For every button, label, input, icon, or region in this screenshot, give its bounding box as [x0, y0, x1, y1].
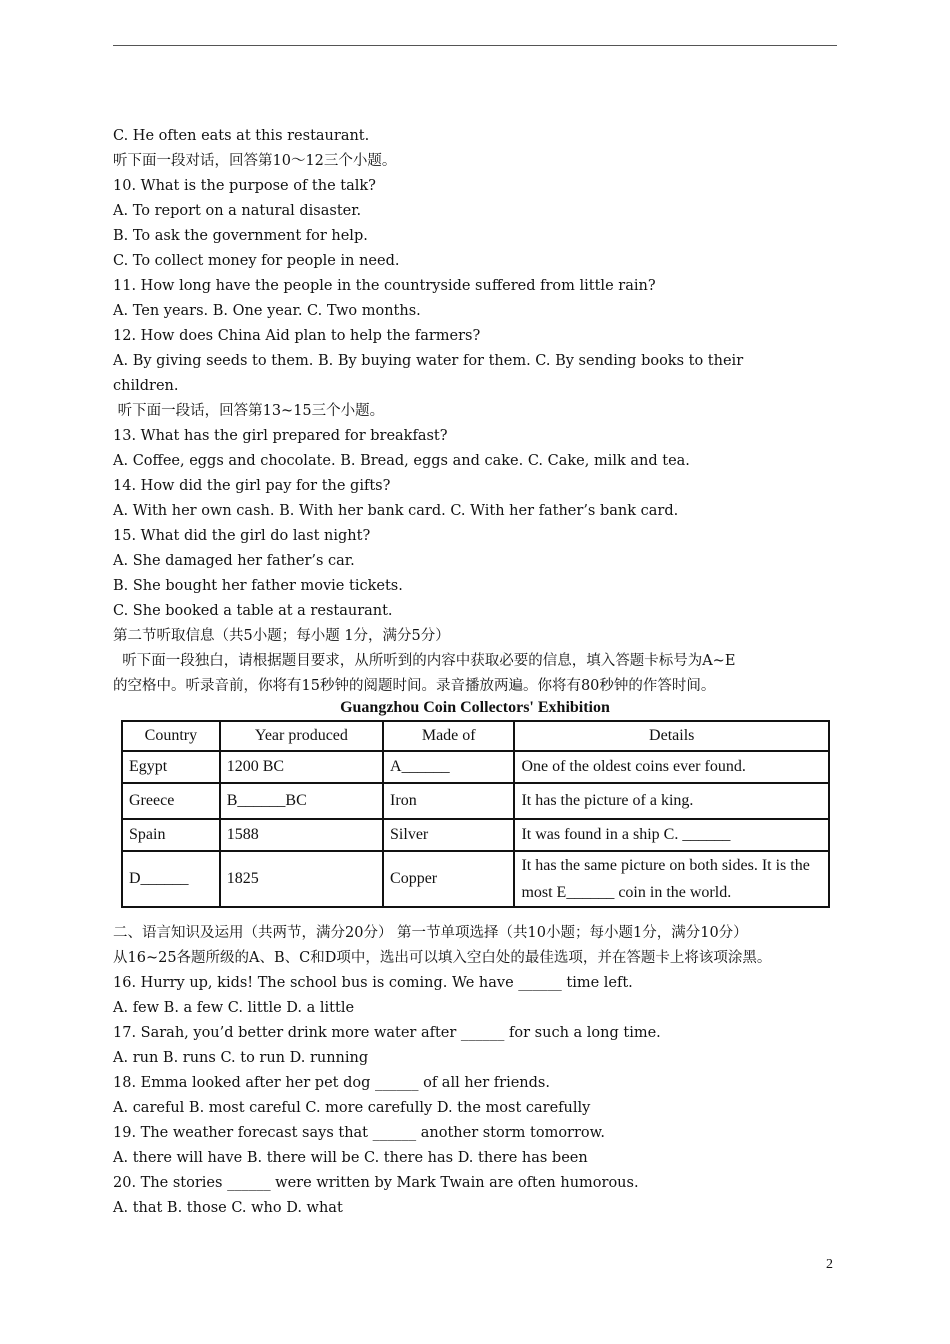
text-line: 11. How long have the people in the countryside suffered from little rain? — [113, 278, 656, 294]
table-cell: One of the oldest coins ever found. — [514, 751, 829, 783]
table-cell: Iron — [383, 783, 514, 819]
text-line: B. She bought her father movie tickets. — [113, 578, 403, 594]
table-row — [122, 851, 829, 907]
page-number: 2 — [826, 1257, 833, 1272]
table-cell: 1588 — [220, 819, 383, 851]
text-line: A. Ten years. B. One year. C. Two months. — [113, 303, 421, 319]
table-cell: Copper — [383, 851, 514, 907]
text-line: 听下面一段话，回答第13~15三个小题。 — [113, 403, 385, 419]
text-line: A. run B. runs C. to run D. running — [113, 1050, 369, 1066]
text-line: C. He often eats at this restaurant. — [113, 128, 370, 144]
table-row — [122, 783, 829, 819]
text-line: 听下面一段独白，请根据题目要求，从所听到的内容中获取必要的信息，填入答题卡标号为A~E — [113, 653, 736, 669]
text-line: A. few B. a few C. little D. a little — [113, 1000, 355, 1016]
table-cell: It has the same picture on both sides. It is the most E______ coin in the world. — [514, 851, 829, 907]
text-line: 14. How did the girl pay for the gifts? — [113, 478, 391, 494]
table-cell: B______BC — [220, 783, 383, 819]
header-details: Details — [514, 721, 829, 751]
text-line: 第二节听取信息（共5小题；每小题 1分，满分5分） — [113, 628, 450, 644]
text-line: A. there will have B. there will be C. there has D. there has been — [113, 1150, 588, 1166]
text-line: children. — [113, 378, 179, 394]
table-row — [122, 751, 829, 783]
text-line: A. Coffee, eggs and chocolate. B. Bread, eggs and cake. C. Cake, milk and tea. — [113, 453, 690, 469]
header-country: Country — [122, 721, 220, 751]
text-line: B. To ask the government for help. — [113, 228, 368, 244]
text-line: A. careful B. most careful C. more carefully D. the most carefully — [113, 1100, 591, 1116]
text-line: 10. What is the purpose of the talk? — [113, 178, 376, 194]
listening-section — [113, 124, 833, 699]
text-line: A. that B. those C. who D. what — [113, 1200, 343, 1216]
text-line: C. To collect money for people in need. — [113, 253, 400, 269]
text-line: 13. What has the girl prepared for breakfast? — [113, 428, 448, 444]
text-line: 的空格中。听录音前，你将有15秒钟的阅题时间。录音播放两遍。你将有80秒钟的作答时间。 — [113, 678, 716, 694]
text-line: A. By giving seeds to them. B. By buying water for them. C. By sending books to their — [113, 353, 744, 369]
table-cell: Spain — [122, 819, 220, 851]
text-line: 16. Hurry up, kids! The school bus is coming. We have ______ time left. — [113, 975, 633, 991]
text-line: A. She damaged her father’s car. — [113, 553, 355, 569]
text-line: C. She booked a table at a restaurant. — [113, 603, 393, 619]
table-row — [122, 819, 829, 851]
text-line: A. To report on a natural disaster. — [113, 203, 362, 219]
table-cell: Greece — [122, 783, 220, 819]
table-title: Guangzhou Coin Collectors' Exhibition — [340, 699, 610, 716]
text-line: 听下面一段对话，回答第10～12三个小题。 — [113, 153, 397, 169]
text-line: 15. What did the girl do last night? — [113, 528, 371, 544]
table-cell: It has the picture of a king. — [514, 783, 829, 819]
table-cell: Silver — [383, 819, 514, 851]
text-line: 20. The stories ______ were written by Mark Twain are often humorous. — [113, 1175, 639, 1191]
text-line: 18. Emma looked after her pet dog ______ of all her friends. — [113, 1075, 550, 1091]
text-line: 17. Sarah, you’d better drink more water after ______ for such a long time. — [113, 1025, 661, 1041]
table-cell: Egypt — [122, 751, 220, 783]
language-section — [113, 921, 833, 1221]
table-cell: A______ — [383, 751, 514, 783]
header-rule — [113, 45, 837, 46]
table-cell: 1200 BC — [220, 751, 383, 783]
text-line: A. With her own cash. B. With her bank card. C. With her father’s bank card. — [113, 503, 679, 519]
table-cell: D______ — [122, 851, 220, 907]
table-header-row — [122, 721, 829, 751]
header-year: Year produced — [220, 721, 383, 751]
coin-exhibition-table — [121, 720, 830, 908]
text-line: 从16~25各题所级的A、B、C和D项中，选出可以填入空白处的最佳选项，并在答题卡上将该项涂黑。 — [113, 950, 772, 966]
table-cell: 1825 — [220, 851, 383, 907]
text-line: 12. How does China Aid plan to help the farmers? — [113, 328, 481, 344]
text-line: 19. The weather forecast says that ______ another storm tomorrow. — [113, 1125, 605, 1141]
text-line: 二、语言知识及运用（共两节，满分20分） 第一节单项选择（共10小题；每小题1分，满分10分） — [113, 925, 748, 941]
table-cell: It was found in a ship C. ______ — [514, 819, 829, 851]
header-material: Made of — [383, 721, 514, 751]
